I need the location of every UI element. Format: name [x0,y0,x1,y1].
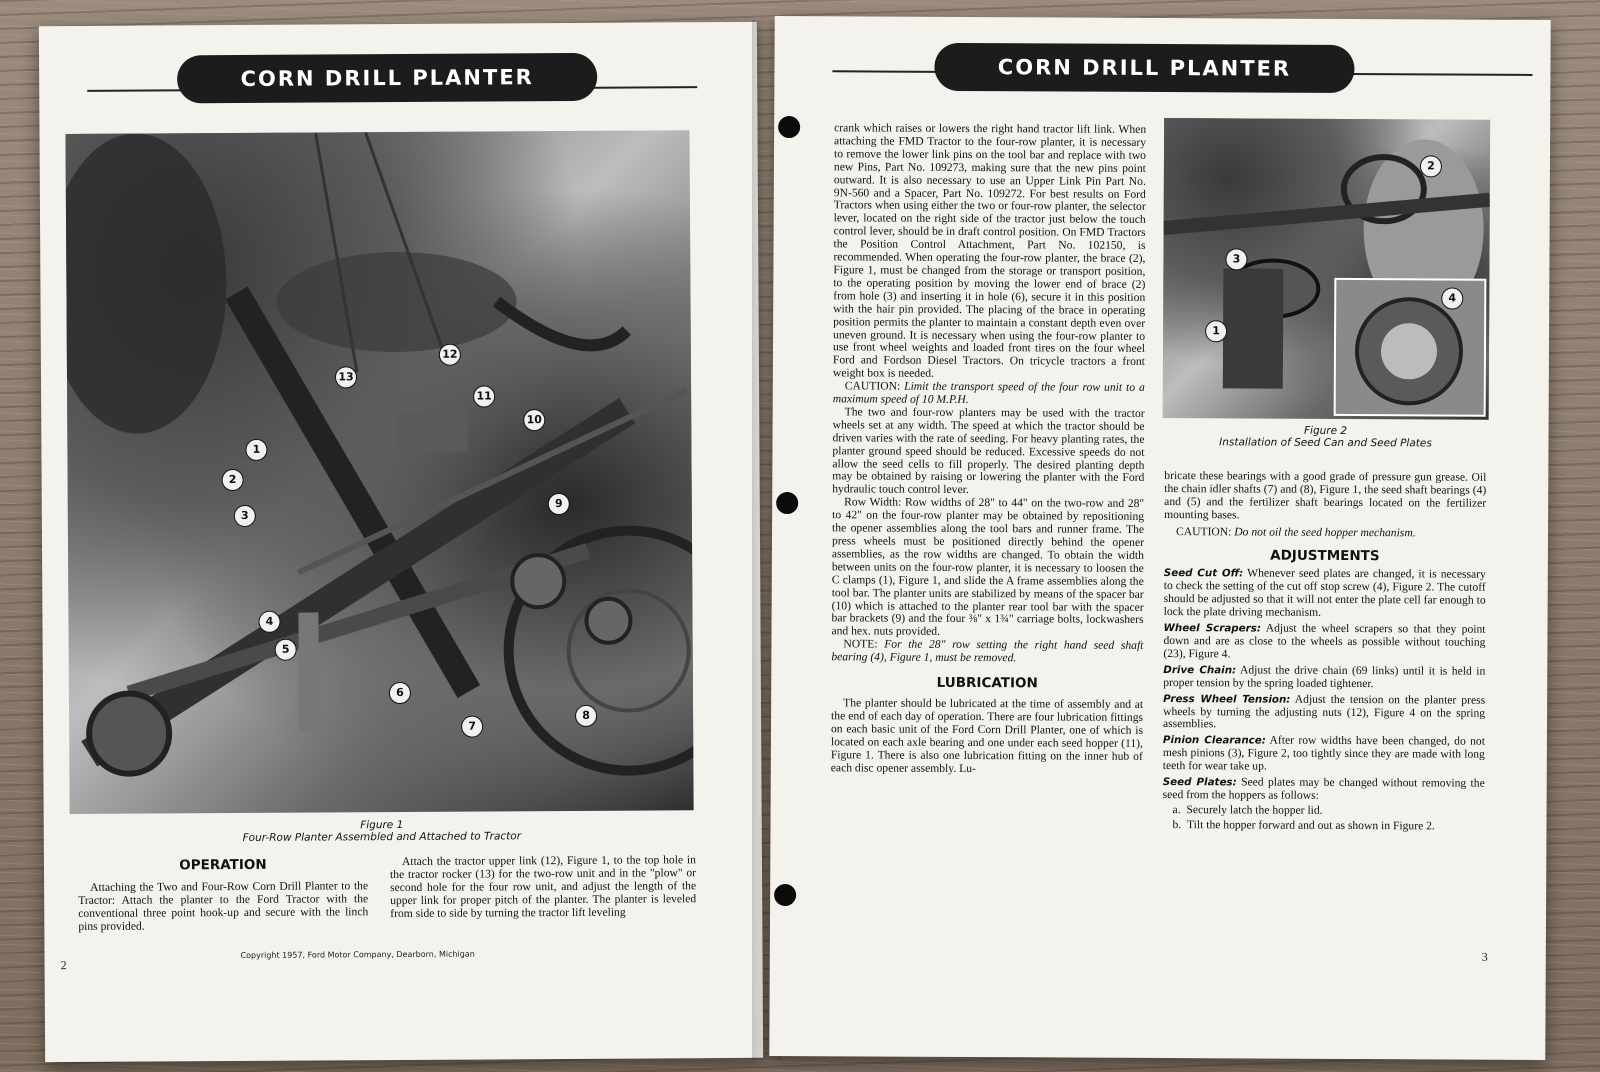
speed-paragraph: The two and four-row planters may be used with the tractor wheels set at any width. The speed at which the tractor should be driven varies with the rate of seeding. For heavy planting rates, the planter ground speed should be reduced. Excessive speeds do not allow the seed cells to fill properly. The desired planting depth may be obtained by raising or lowering the planter with the Ford hydraulic touch control lever. [832,405,1145,497]
lubrication-heading: LUBRICATION [936,674,1038,692]
operation-heading: OPERATION [179,856,267,874]
binder-hole-bottom [774,884,796,906]
callout-1: 1 [245,439,267,461]
caution-text: Limit the transport speed of the four row unit to a maximum speed of 10 M.P.H. [832,379,1145,407]
page-header: CORN DRILL PLANTER [177,53,597,104]
right-page [769,16,1550,1060]
lubrication-paragraph: The planter should be lubricated at the time of assembly and at the end of each day of operation. There are four lubrication fittings on each basic unit of the Ford Corn Drill Planter, one of which is located on each axle bearing and one under each seed hopper (11), Figure 1. There is also one lubrication fitting on the inner hub of each disc opener assembly. Lu- [830,696,1144,775]
figure-2-photo [1163,118,1491,420]
adjust-wheel-scrapers [1163,622,1485,662]
hopper-caution [1164,526,1486,541]
row-width-paragraph: Row Width: Row widths of 28" to 44" on the two-row and 28" to 42" on the four-row planter may be obtained by repositioning the opener assemblies along the tool bars and runner frame. The press wheels must be positioned directly behind the opener assemblies, as the row widths are changed. To obtain the width between units on the four-row planter, it is necessary to loosen the C clamps (1), Figure 1, and slide the A frame assemblies along the tool bar. The planter units are stabilized by means of the spacer bar (10) which is attached to the planter rear tool bar with the spacer bar brackets (9) and the four ⅜" x 1¾" carriage bolts, lockwashers and hex. nuts provided. [831,495,1145,639]
adjust-text: Adjust the wheel scrapers so that they point down and are as close to the wheels as possible without touching (23), Figure 4. [1163,621,1486,661]
adjust-text: Seed plates may be changed without removing the seed from the hoppers as follows: [1162,775,1485,802]
right-column-2 [1162,470,1486,835]
step-text: Tilt the hopper forward and out as shown in Figure 2. [1186,817,1435,833]
copyright-notice: Copyright 1957, Ford Motor Company, Dearborn, Michigan [240,949,475,960]
fig2-callout-1: 1 [1205,320,1227,342]
adjust-label: Seed Plates: [1162,776,1237,789]
right-column-1 [831,122,1146,776]
caution-label: CAUTION: [1176,524,1232,538]
figure-1-text: Four-Row Planter Assembled and Attached to Tractor [242,830,522,844]
step-item [1163,804,1485,819]
adjustments-heading: ADJUSTMENTS [1270,547,1380,564]
adjust-seed-plates [1163,776,1485,803]
figure-1-label: Figure 1 [360,818,404,832]
adjust-text: Whenever seed plates are changed, it is necessary to check the setting of the cut off stop screw (4), Figure 2. The cutoff should be adjusted so that it will not enter the plate cell far enough to lock the plate driving mechanism. [1163,566,1486,620]
callout-2: 2 [222,469,244,491]
brace-paragraph: crank which raises or lowers the right hand tractor lift link. When attaching the FMD Tractor to the four-row planter, it is necessary to remove the lower link pins on the tool bar and replace with two new Pins, Part No. 109273, making sure that the new pins point outward. It is also necessary to use an Upper Link Pin Part No. 9N-560 and a Spacer, Part No. 109272. For best results on Ford Tractors when using either the two or four-row planter, the selector lever, located on the right side of the tractor just below the touch control lever, should be in draft control position. On FMD Tractors the Position Control Attachment, Part No. 102150, is recommended. When operating the four-row planter, the brace (2), Figure 1, must be changed from the storage or transport position, to the operating position by moving the lower end of brace (2) from hole (3) and inserting it in hole (6), secure it in this position with the hair pin provided. The placing of the brace in operating position permits the planter to maintain a constant depth even over uneven ground. It is necessary when using the four-row planter to use front wheel weights and loaded front tires on the four wheel Ford and Fordson Diesel Tractors. On tricycle tractors a front weight box is needed. [832,121,1147,381]
callout-3: 3 [234,505,256,527]
fig2-callout-3: 3 [1225,248,1247,270]
note-text: For the 28" row setting the right hand seed shaft bearing (4), Figure 1, must be removed. [831,637,1144,665]
fig2-callout-4: 4 [1441,287,1463,309]
caution-text: Do not oil the seed hopper mechanism. [1234,525,1416,539]
binder-hole-middle [776,492,798,514]
figure-2-caption [1162,424,1488,450]
figure-1-caption [70,817,694,845]
adjust-seed-cut-off [1164,567,1486,620]
callout-12: 12 [439,344,461,366]
adjust-label: Drive Chain: [1163,663,1237,677]
adjust-label: Press Wheel Tension: [1163,692,1291,706]
upper-link-paragraph: Attach the tractor upper link (12), Figure 1, to the top hole in the tractor rocker (13) for the two-row unit and in the "plow" or second hole for the four row unit, and adjust the length of the upper link for proper pitch of the planter. The planter is leveled from side to side by turning the tractor lift leveling [389,853,697,920]
callout-7: 7 [461,716,483,738]
callout-10: 10 [523,409,545,431]
step-letter: b. [1172,817,1182,831]
adjust-text: Adjust the tension on the planter press wheels by turning the adjusting nuts (12), Figure 4 on the spring assemblies. [1162,692,1486,731]
left-page [39,22,763,1062]
callout-11: 11 [473,385,495,407]
adjust-label: Seed Cut Off: [1163,567,1244,580]
callout-4: 4 [258,611,280,633]
adjust-pinion-clearance [1163,734,1485,774]
step-letter: a. [1172,802,1181,816]
callout-8: 8 [575,705,597,727]
page-header: CORN DRILL PLANTER [934,43,1354,93]
planter-illustration [66,130,694,814]
figure-2-label: Figure 2 [1303,424,1348,437]
step-text: Securely latch the hopper lid. [1186,802,1323,817]
page-number-left: 2 [60,958,67,973]
page-number-right: 3 [1481,949,1488,964]
caution-label: CAUTION: [844,379,901,393]
adjust-label: Pinion Clearance: [1162,734,1266,747]
callout-6: 6 [389,682,411,704]
adjust-text: Adjust the drive chain (69 links) until it is held in proper tension by the spring loaded tightener. [1163,663,1486,690]
row-setting-note [831,639,1143,666]
figure-2-text: Installation of Seed Can and Seed Plates [1219,436,1432,450]
adjust-label: Wheel Scrapers: [1163,622,1262,635]
binder-hole-top [778,116,800,138]
callout-9: 9 [548,493,570,515]
attaching-paragraph: Attaching the Two and Four-Row Corn Drill Planter to the Tractor: Attach the planter to the Ford Tractor with the conventional three point hook-up and secure with the linch pins provided. [78,879,369,933]
adjust-text: After row widths have been changed, do not mesh pinions (3), Figure 2, too tightly since they are made with long teeth for wear take up. [1162,733,1485,773]
callout-13: 13 [335,366,357,388]
note-label: NOTE: [843,637,878,651]
bearings-paragraph: bricate these bearings with a good grade of pressure gun grease. Oil the chain idler shafts (7) and (8), Figure 1, the seed shaft bearings (4) and (5) and the fertilizer shaft bearings located on the fertilizer mounting bases. [1164,469,1487,522]
callout-5: 5 [275,639,297,661]
fig2-callout-2: 2 [1420,155,1442,177]
adjust-press-wheel-tension [1163,693,1485,733]
transport-caution [833,380,1145,407]
step-item [1162,819,1484,834]
adjust-drive-chain [1163,664,1485,691]
left-column-2 [390,854,696,920]
figure-1-photo [66,130,694,814]
left-column-1 [78,880,368,933]
seed-plate-steps [1162,804,1484,833]
